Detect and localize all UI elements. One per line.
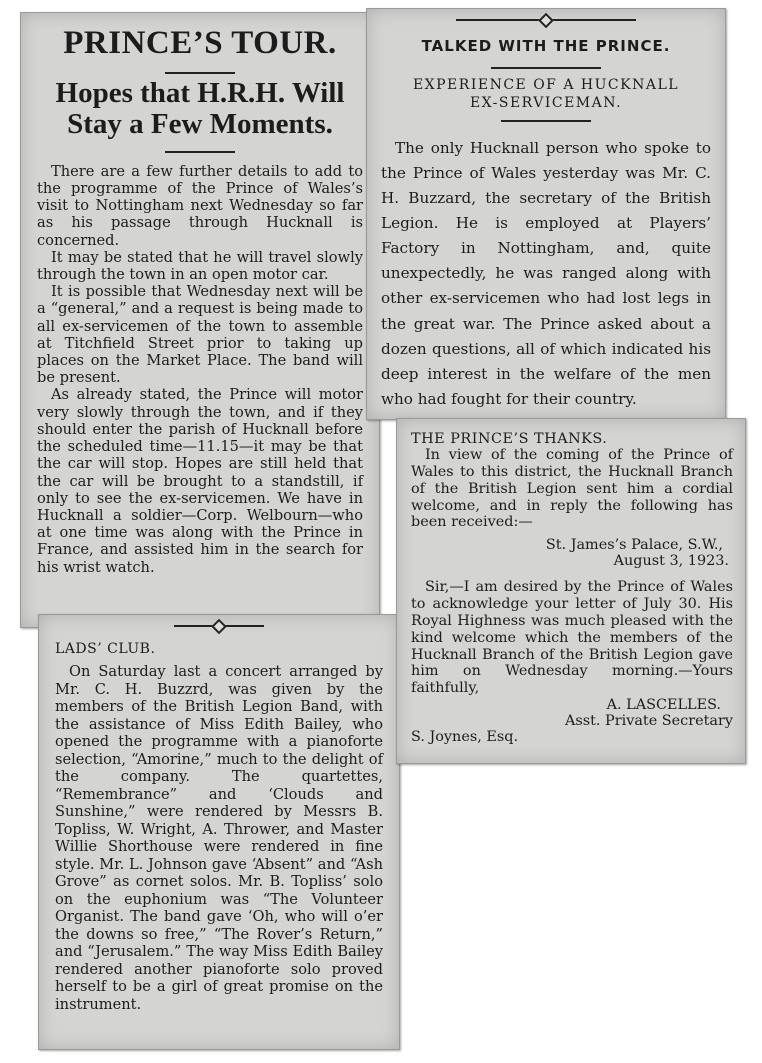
prince-tour-subheadline <box>37 78 363 141</box>
letter-body: Sir,—I am desired by the Prince of Wales to acknowledge your letter of July 30. His Royal Highness was much pleased with the kind welcome which the members of the Hucknall Branch of the British Legion gave him on Wednesday morning.—Yours faithfully, <box>411 579 733 697</box>
talked-with-prince-paragraph: The only Hucknall person who spoke to the Prince of Wales yesterday was Mr. C. H. Buzzard, the secretary of the British Legion. He is employed at Players’ Factory in Nottingham, and, quite unexpectedly, he was ranged along with other ex-servicemen who had lost legs in the great war. The Prince asked about a dozen questions, all of which indicated his deep interest in the welfare of the men who had fought for their country. <box>381 139 711 408</box>
letter-date: August 3, 1923. <box>613 553 729 570</box>
lads-club-clipping <box>38 614 400 1050</box>
article-paragraph: As already stated, the Prince will motor very slowly through the town, and if they should enter the parish of Hucknall before the scheduled time—11.15—it may be that the car will stop. Hopes are still held that the car will be brought to a standstill, if only to see the ex-servicemen. We have in Hucknall a soldier—Corp. Welbourn—who at one time was along with the Prince in France, and assisted him in the search for his wrist watch. <box>37 386 363 576</box>
lads-club-heading: LADS’ CLUB. <box>55 641 156 657</box>
prince-thanks-heading: THE PRINCE’S THANKS. <box>411 431 608 447</box>
article-paragraph: It may be stated that he will travel slowly through the town in an open motor car. <box>37 248 363 283</box>
talked-with-prince-clipping <box>366 8 726 420</box>
letter-addressee: S. Joynes, Esq. <box>411 729 519 746</box>
article-paragraph: It is possible that Wednesday next will be a “general,” and a request is being made to all ex-servicemen of the town to assemble at Titchfield Street prior to taking up places on the Market Place. The band will be present. <box>37 283 363 387</box>
headline-rule <box>491 67 601 69</box>
subheadline-line: EX-SERVICEMAN. <box>469 94 623 111</box>
subheadline-line: Stay a Few Moments. <box>67 108 333 141</box>
section-divider <box>456 19 636 21</box>
letter-address: St. James’s Palace, S.W., <box>545 537 723 554</box>
letter-signature: A. LASCELLES. <box>606 697 721 714</box>
talked-with-prince-subheadline <box>381 77 711 112</box>
lads-club-paragraph: On Saturday last a concert arranged by Mr. C. H. Buzzrd, was given by the members of the British Legion Band, with the assistance of Miss Edith Bailey, who opened the programme with a pianoforte selection, “Amorine,” much to the delight of the company. The quartettes, “Remembrance” and ‘Clouds and Sunshine,” were rendered by Messrs B. Topliss, W. Wright, A. Thrower, and Master Willie Shorthouse were rendered in fine style. Mr. L. Johnson gave ‘Absent” and “Ash Grove” as cornet solos. Mr. B. Topliss’ solo on the euphonium was “The Volunteer Organist. The band gave ‘Oh, who will o’er the downs so free,” “The Rover’s Return,” and “Jerusalem.” The way Miss Edith Bailey rendered another pianoforte solo proved herself to be a girl of great promise on the instrument. <box>55 663 383 1013</box>
letter-signatory-title: Asst. Private Secretary <box>564 713 733 730</box>
subheadline-line: EXPERIENCE OF A HUCKNALL <box>412 77 680 93</box>
prince-thanks-intro: In view of the coming of the Prince of Wales to this district, the Hucknall Branch of the British Legion sent him a cordial welcome, and in reply the following has been received:— <box>411 447 733 531</box>
subheadline-line: Hopes that H.R.H. Will <box>55 77 345 109</box>
subheadline-rule <box>501 120 591 122</box>
article-paragraph: There are a few further details to add to the programme of the Prince of Wales’s visit to Nottingham next Wednesday so far as his passage through Hucknall is concerned. <box>37 162 363 249</box>
prince-tour-headline: PRINCE’S TOUR. <box>63 25 337 61</box>
prince-thanks-clipping <box>396 418 746 764</box>
headline-rule <box>165 72 235 74</box>
prince-tour-clipping <box>20 12 380 628</box>
section-divider <box>174 625 264 627</box>
talked-with-prince-headline: TALKED WITH THE PRINCE. <box>421 37 671 55</box>
subheadline-rule <box>165 151 235 153</box>
